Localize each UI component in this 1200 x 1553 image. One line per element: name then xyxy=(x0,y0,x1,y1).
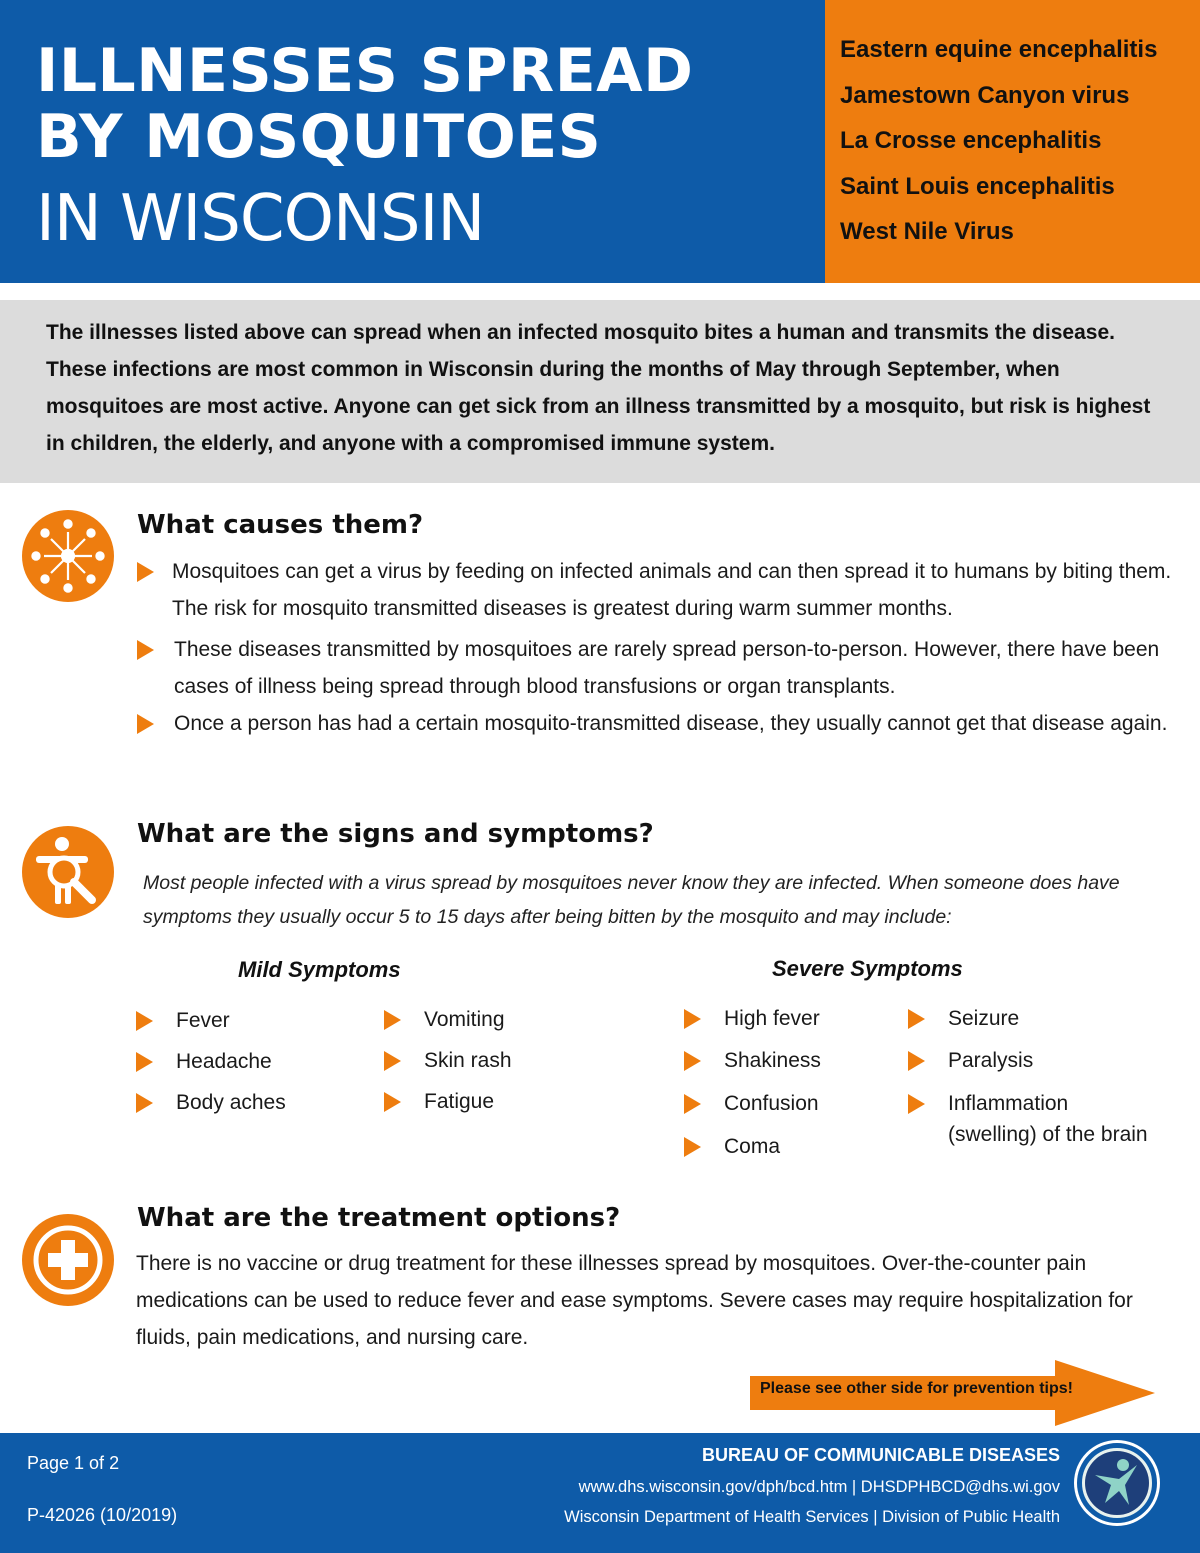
bullet-arrow-icon xyxy=(384,1092,401,1112)
title-line-3: IN WISCONSIN xyxy=(36,182,485,256)
list-item: Inflammation xyxy=(908,1090,1148,1121)
list-item: Fever xyxy=(136,1007,286,1048)
severe-symptoms-heading: Severe Symptoms xyxy=(772,956,963,981)
illness-item: Eastern equine encephalitis xyxy=(840,36,1158,63)
title-line-2: BY MOSQUITOES xyxy=(36,102,602,172)
treatment-text: There is no vaccine or drug treatment for these illnesses spread by mosquitoes. Over-the-counter pain medications can be used to reduce fever and ease symptoms. Severe cases may require hospitalization for fluids, pain medications, and nursing care. xyxy=(136,1252,1133,1349)
list-item: Coma xyxy=(684,1133,821,1175)
mild-symptoms-list-2 xyxy=(384,1006,512,1129)
bullet-arrow-icon xyxy=(384,1051,401,1071)
bullet-arrow-icon xyxy=(684,1094,701,1114)
bullet-arrow-icon xyxy=(137,562,154,582)
causes-heading: What causes them? xyxy=(137,510,424,540)
symptoms-heading: What are the signs and symptoms? xyxy=(137,819,654,849)
list-item: Mosquitoes can get a virus by feeding on infected animals and can then spread it to humans by biting them. The risk for mosquito transmitted diseases is greatest during warm summer months. xyxy=(137,553,1187,627)
wisconsin-dhs-logo xyxy=(1077,1443,1157,1523)
bullet-arrow-icon xyxy=(136,1052,153,1072)
magnifier-person-icon xyxy=(22,826,114,918)
bureau-name: BUREAU OF COMMUNICABLE DISEASES xyxy=(701,1445,1060,1465)
illness-item: Saint Louis encephalitis xyxy=(840,172,1115,200)
list-item: Vomiting xyxy=(384,1006,512,1047)
intro-band xyxy=(0,300,1200,483)
mild-symptoms-list-1 xyxy=(136,1007,286,1130)
list-item: Skin rash xyxy=(384,1047,512,1088)
illness-item: West Nile Virus xyxy=(840,218,1014,245)
bullet-arrow-icon xyxy=(137,714,154,734)
symptoms-intro: Most people infected with a virus spread by mosquitoes never know they are infected. When someone does have symptoms they usually occur 5 to 15 days after being bitten by the mosquito and may include: xyxy=(143,872,1120,928)
virus-spread-icon xyxy=(22,510,114,602)
illness-item: La Crosse encephalitis xyxy=(840,127,1102,154)
logo-circle xyxy=(1085,1451,1149,1515)
severe-symptoms-list-1 xyxy=(684,1005,821,1175)
bullet-arrow-icon xyxy=(908,1051,925,1071)
bullet-arrow-icon xyxy=(136,1093,153,1113)
header-banner xyxy=(0,0,1200,283)
bullet-arrow-icon xyxy=(136,1011,153,1031)
illness-item: Jamestown Canyon virus xyxy=(840,81,1130,109)
list-item-continuation: (swelling) of the brain xyxy=(948,1123,1148,1146)
list-item: Confusion xyxy=(684,1090,821,1133)
causes-bullet-list xyxy=(137,553,1187,742)
illness-list xyxy=(840,32,1157,260)
publication-number: P-42026 (10/2019) xyxy=(27,1505,178,1525)
list-item: These diseases transmitted by mosquitoes are rarely spread person-to-person. However, there have been cases of illness being spread through blood transfusions or organ transplants. xyxy=(137,631,1187,705)
mild-symptoms-heading: Mild Symptoms xyxy=(238,957,401,982)
bullet-arrow-icon xyxy=(684,1009,701,1029)
list-item: High fever xyxy=(684,1005,821,1047)
list-item: Seizure xyxy=(908,1005,1148,1047)
bullet-arrow-icon xyxy=(137,640,154,660)
list-item: Shakiness xyxy=(684,1047,821,1090)
contact-info: www.dhs.wisconsin.gov/dph/bcd.htm | DHSDPHBCD@dhs.wi.gov xyxy=(578,1478,1060,1496)
list-item: Body aches xyxy=(136,1089,286,1130)
treatment-heading: What are the treatment options? xyxy=(137,1203,621,1233)
page-number: Page 1 of 2 xyxy=(27,1453,120,1473)
list-item: Fatigue xyxy=(384,1088,512,1129)
bullet-arrow-icon xyxy=(684,1137,701,1157)
list-item: Paralysis xyxy=(908,1047,1148,1090)
severe-symptoms-list-2 xyxy=(908,1005,1148,1152)
title-line-1: ILLNESSES SPREAD xyxy=(36,36,694,106)
bullet-arrow-icon xyxy=(908,1009,925,1029)
department-name: Wisconsin Department of Health Services | Division of Public Health xyxy=(564,1508,1060,1526)
list-item: Once a person has had a certain mosquito-transmitted disease, they usually cannot get that disease again. xyxy=(137,705,1187,742)
bullet-arrow-icon xyxy=(908,1094,925,1114)
bullet-arrow-icon xyxy=(384,1010,401,1030)
intro-text: The illnesses listed above can spread when an infected mosquito bites a human and transmits the disease. These infections are most common in Wisconsin during the months of May through September, when mosquitoes are most active. Anyone can get sick from an illness transmitted by a mosquito, but risk is highest in children, the elderly, and anyone with a compromised immune system. xyxy=(46,321,1151,455)
bullet-arrow-icon xyxy=(684,1051,701,1071)
prevention-callout-text: Please see other side for prevention tips! xyxy=(760,1380,1073,1397)
medical-cross-icon xyxy=(22,1214,114,1306)
list-item: Headache xyxy=(136,1048,286,1089)
